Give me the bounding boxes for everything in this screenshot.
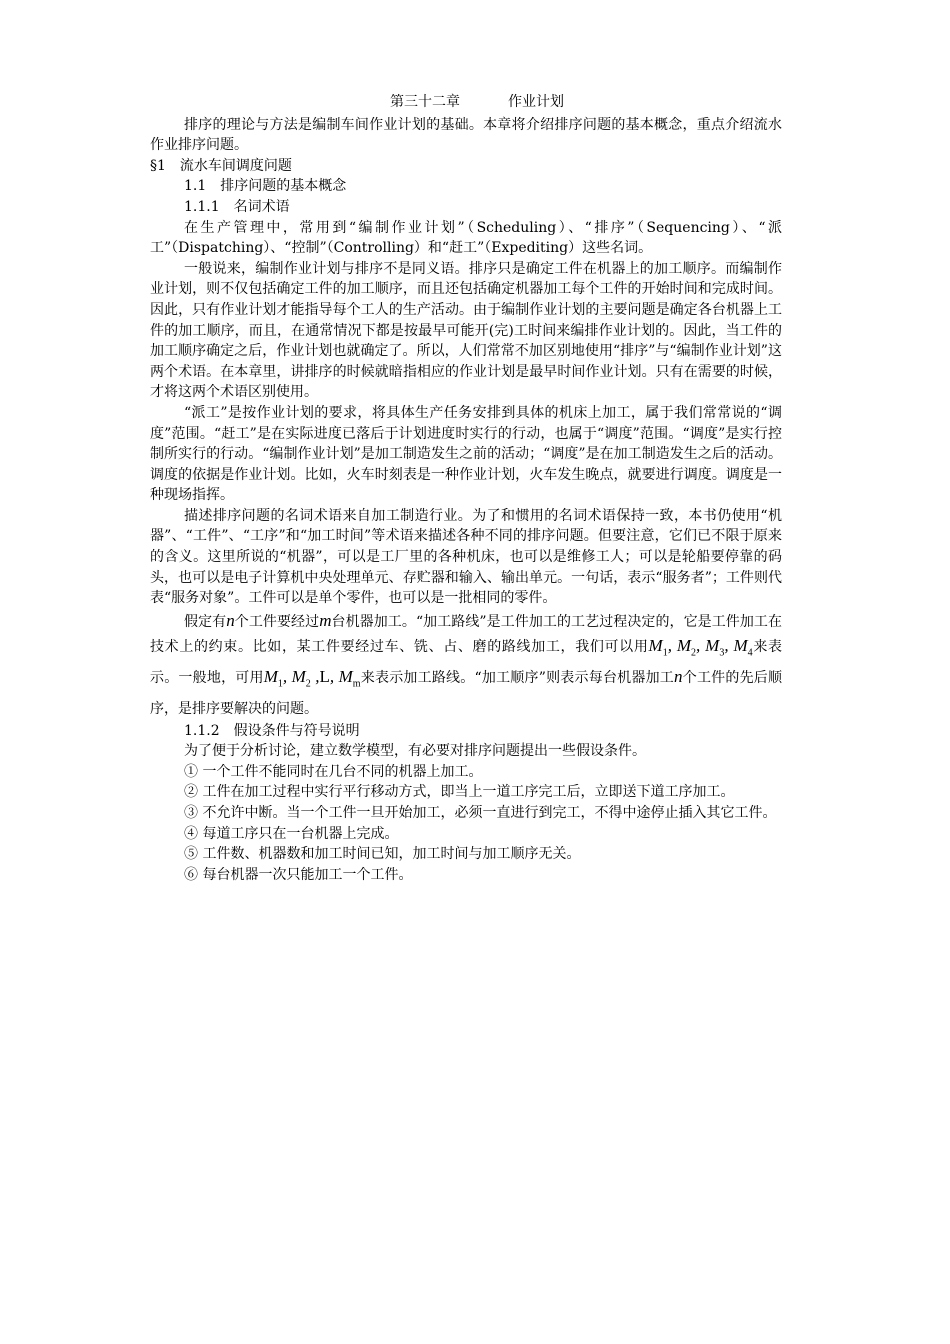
assumption-item: ④ 每道工序只在一台机器上完成。 (184, 825, 399, 842)
assumption-item: ⑥ 每台机器一次只能加工一个工件。 (184, 866, 413, 883)
assumption-item: ⑤ 工件数、机器数和加工时间已知，加工时间与加工顺序无关。 (184, 846, 581, 863)
math-route-general: $M_1$, $M_2$ ,L, $M_m$ (263, 667, 361, 690)
document-page (150, 92, 782, 885)
chapter-name: 作业计划 (508, 94, 564, 110)
paragraph: 为了便于分析讨论，建立数学模型，有必要对排序问题提出一些假设条件。 (184, 743, 646, 760)
section-heading: §1 流水车间调度问题 (150, 157, 292, 174)
math-n: n (674, 667, 683, 687)
chapter-title (150, 92, 782, 113)
math-n: n (226, 610, 235, 630)
paragraph: 在生产管理中，常用到“编制作业计划”（Scheduling）、“排序”（Sequencing）、“派工”（Dispatching）、“控制”（Controlling）和“赶工”（Expediting）这些名词。 (150, 219, 782, 257)
chapter-number: 第三十二章 (390, 94, 460, 110)
subsubsection-heading: 1.1.1 名词术语 (184, 198, 290, 215)
paragraph-with-math: 假定有n个工件要经过m台机器加工。“加工路线”是工件加工的工艺过程决定的，它是工件加工在技术上的约束。比如，某工件要经过车、铣、占、磨的路线加工，我们可以用$M_1$, $M_2$, $M_3$, $M_4$来表示。一般地，可用$M_1$, $M_2$ ,L, $M_m$来表示加工路线。“加工顺序”则表示每台机器加工n个工件的先后顺序，是排序要解决的问题。 (150, 610, 783, 717)
paragraph: 一般说来，编制作业计划与排序不是同义语。排序只是确定工件在机器上的加工顺序。而编制作业计划，则不仅包括确定工件的加工顺序，而且还包括确定机器加工每个工件的开始时间和完成时间。因此，只有作业计划才能指导每个工人的生产活动。由于编制作业计划的主要问题是确定各台机器上工件的加工顺序，而且，在通常情况下都是按最早可能开(完)工时间来编排作业计划的。因此，当工件的加工顺序确定之后，作业计划也就确定了。所以，人们常常不加区别地使用“排序”与“编制作业计划”这两个术语。在本章里，讲排序的时候就暗指相应的作业计划是最早时间作业计划。只有在需要的时候，才将这两个术语区别使用。 (150, 260, 782, 401)
assumption-item: ① 一个工件不能同时在几台不同的机器上加工。 (184, 763, 483, 780)
subsubsection-heading: 1.1.2 假设条件与符号说明 (184, 722, 360, 739)
assumption-item: ③ 不允许中断。当一个工件一旦开始加工，必须一直进行到完工，不得中途停止插入其它工件。 (184, 805, 777, 821)
intro-paragraph: 排序的理论与方法是编制车间作业计划的基础。本章将介绍排序问题的基本概念，重点介绍流水作业排序问题。 (150, 116, 782, 154)
math-route-example: $M_1$, $M_2$, $M_3$, $M_4$ (648, 635, 753, 659)
subsection-heading: 1.1 排序问题的基本概念 (184, 178, 347, 195)
assumption-item: ② 工件在加工过程中实行平行移动方式，即当上一道工序完工后，立即送下道工序加工。 (184, 784, 735, 801)
math-m: m (319, 610, 332, 630)
paragraph: “派工”是按作业计划的要求，将具体生产任务安排到具体的机床上加工，属于我们常常说的“调度”范围。“赶工”是在实际进度已落后于计划进度时实行的行动，也属于“调度”范围。“调度”是实行控制所实行的行动。“编制作业计划”是加工制造发生之前的活动；“调度”是在加工制造发生之后的活动。调度的依据是作业计划。比如，火车时刻表是一种作业计划，火车发生晚点，就要进行调度。调度是一种现场指挥。 (150, 404, 782, 504)
paragraph: 描述排序问题的名词术语来自加工制造行业。为了和惯用的名词术语保持一致，本书仍使用“机器”、“工件”、“工序”和“加工时间”等术语来描述各种不同的排序问题。但要注意，它们已不限于原来的含义。这里所说的“机器”，可以是工厂里的各种机床，也可以是维修工人；可以是轮船要停靠的码头，也可以是电子计算机中央处理单元、存贮器和输入、输出单元。一句话，表示“服务者”；工件则代表“服务对象”。工件可以是单个零件，也可以是一批相同的零件。 (150, 507, 782, 607)
